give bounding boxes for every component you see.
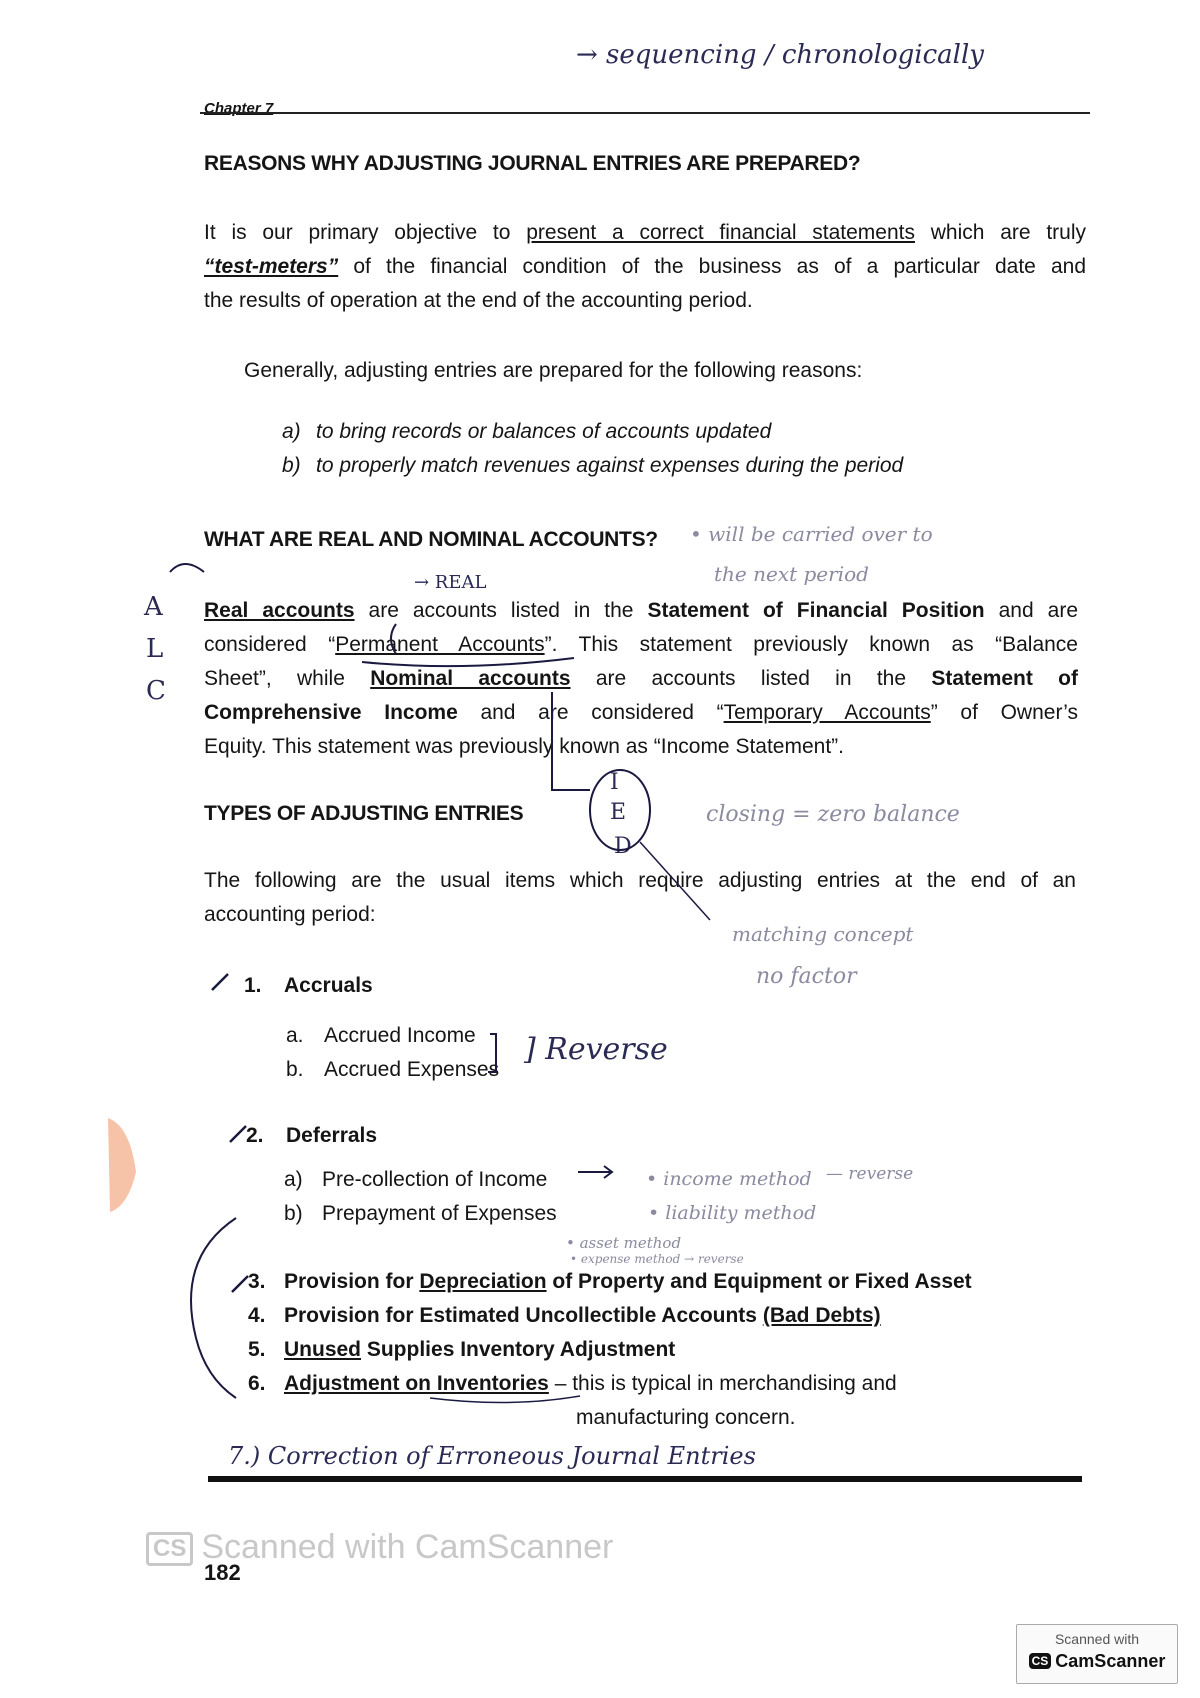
badge-caption: Scanned with: [1054, 1631, 1140, 1647]
handwritten-letter-c: C: [146, 676, 166, 706]
handwritten-letter-e: E: [610, 800, 627, 825]
pen-hook-mark: [170, 564, 204, 572]
pen-circle-ied: [590, 770, 650, 850]
heading-types: TYPES OF ADJUSTING ENTRIES: [204, 802, 524, 825]
handwritten-letter-l: L: [146, 634, 164, 664]
pen-brace-left: [191, 1218, 236, 1398]
types-intro-line-1: The following are the usual items which require adjusting entries at the end of an: [204, 869, 1076, 892]
adjusting-item-deferrals: 2. Deferrals: [246, 1124, 378, 1147]
pen-arrow-income: [578, 1166, 612, 1178]
adjusting-item-supplies: 5. Unused Supplies Inventory Adjustment: [248, 1338, 676, 1361]
accruals-subitem: b. Accrued Expenses: [286, 1058, 500, 1081]
handwritten-note-income-method: • income method: [646, 1168, 812, 1190]
inventories-continuation: manufacturing concern.: [576, 1406, 796, 1429]
adjusting-item-accruals: 1. Accruals: [244, 974, 373, 997]
real-line-2: considered “Permanent Accounts”. This statement previously known as “Balance: [204, 633, 1078, 656]
handwritten-note-matching: matching concept: [732, 922, 914, 946]
handwritten-note-real: → REAL: [414, 572, 487, 593]
handwritten-note-correction: 7.) Correction of Erroneous Journal Entries: [228, 1442, 756, 1470]
pen-check-1: [212, 974, 228, 990]
pen-bracket-mark: [391, 624, 396, 654]
reason-item: a) to bring records or balances of accounts updated: [282, 420, 772, 443]
real-line-4: Comprehensive Income and are considered “Temporary Accounts” of Owner’s: [204, 701, 1079, 724]
camscanner-badge: [1016, 1624, 1178, 1684]
reason-item: b) to properly match revenues against expenses during the period: [282, 454, 904, 477]
pen-check-2: [230, 1126, 246, 1142]
page-number: 182: [204, 1560, 241, 1585]
handwritten-letter-d: D: [614, 834, 632, 859]
handwritten-note-carried: • will be carried over to: [690, 522, 933, 546]
reasons-intro: Generally, adjusting entries are prepared for the following reasons:: [244, 359, 863, 382]
handwritten-letter-i: I: [610, 770, 619, 795]
pen-arrow-ied: [552, 692, 590, 790]
real-line-1: Real accounts are accounts listed in the Statement of Financial Position and are: [204, 599, 1078, 622]
badge-brand: CS CamScanner: [1017, 1651, 1177, 1672]
handwritten-note-factor: no factor: [756, 964, 857, 989]
accruals-subitem: a. Accrued Income: [286, 1024, 476, 1047]
camscanner-badge-icon: CS: [1029, 1653, 1052, 1669]
handwritten-letter-a: A: [144, 592, 163, 622]
handwritten-note-next-period: the next period: [714, 562, 869, 586]
pen-circle-nominal: [362, 658, 574, 666]
adjusting-item-depreciation: 3. Provision for Depreciation of Property and Equipment or Fixed Asset: [248, 1270, 972, 1293]
types-intro-line-2: accounting period:: [204, 903, 376, 926]
handwritten-note-asset-method: • asset method: [566, 1234, 682, 1252]
camscanner-watermark: CS Scanned with CamScanner: [146, 1528, 613, 1567]
handwritten-note-expense-method: • expense method → reverse: [570, 1252, 744, 1266]
handwritten-note-sequencing: → sequencing / chronologically: [576, 40, 984, 70]
pen-underline-inventories: [430, 1396, 580, 1403]
scan-edge-smudge: [108, 1118, 136, 1212]
adjusting-item-uncollectible: 4. Provision for Estimated Uncollectible Accounts (Bad Debts): [248, 1304, 881, 1327]
deferrals-subitem: b) Prepayment of Expenses: [284, 1202, 557, 1225]
reasons-line-2: “test-meters” of the financial condition of the business as of a particular date and: [204, 255, 1086, 278]
handwritten-note-reverse-2: — reverse: [826, 1164, 914, 1184]
heading-reasons: REASONS WHY ADJUSTING JOURNAL ENTRIES ARE PREPARED?: [204, 152, 861, 175]
pen-bracket-reverse: [488, 1034, 496, 1072]
reasons-line-3: the results of operation at the end of the accounting period.: [204, 289, 753, 312]
handwritten-note-closing: closing = zero balance: [706, 802, 960, 827]
camscanner-logo-icon: CS: [146, 1532, 193, 1566]
handwritten-note-reverse: ] Reverse: [524, 1032, 668, 1067]
handwritten-note-liability-method: • liability method: [648, 1202, 817, 1224]
real-line-3: Sheet”, while Nominal accounts are accounts listed in the Statement of: [204, 667, 1078, 690]
pen-line-matching: [640, 842, 710, 920]
heading-real-nominal: WHAT ARE REAL AND NOMINAL ACCOUNTS?: [204, 528, 658, 551]
reasons-line-1: It is our primary objective to present a correct financial statements which are truly: [204, 221, 1086, 244]
pen-check-3: [232, 1276, 248, 1292]
real-line-5: Equity. This statement was previously known as “Income Statement”.: [204, 735, 844, 758]
deferrals-subitem: a) Pre-collection of Income: [284, 1168, 548, 1191]
chapter-label: Chapter 7: [204, 100, 274, 117]
adjusting-item-inventories: 6. Adjustment on Inventories – this is typical in merchandising and: [248, 1372, 897, 1395]
